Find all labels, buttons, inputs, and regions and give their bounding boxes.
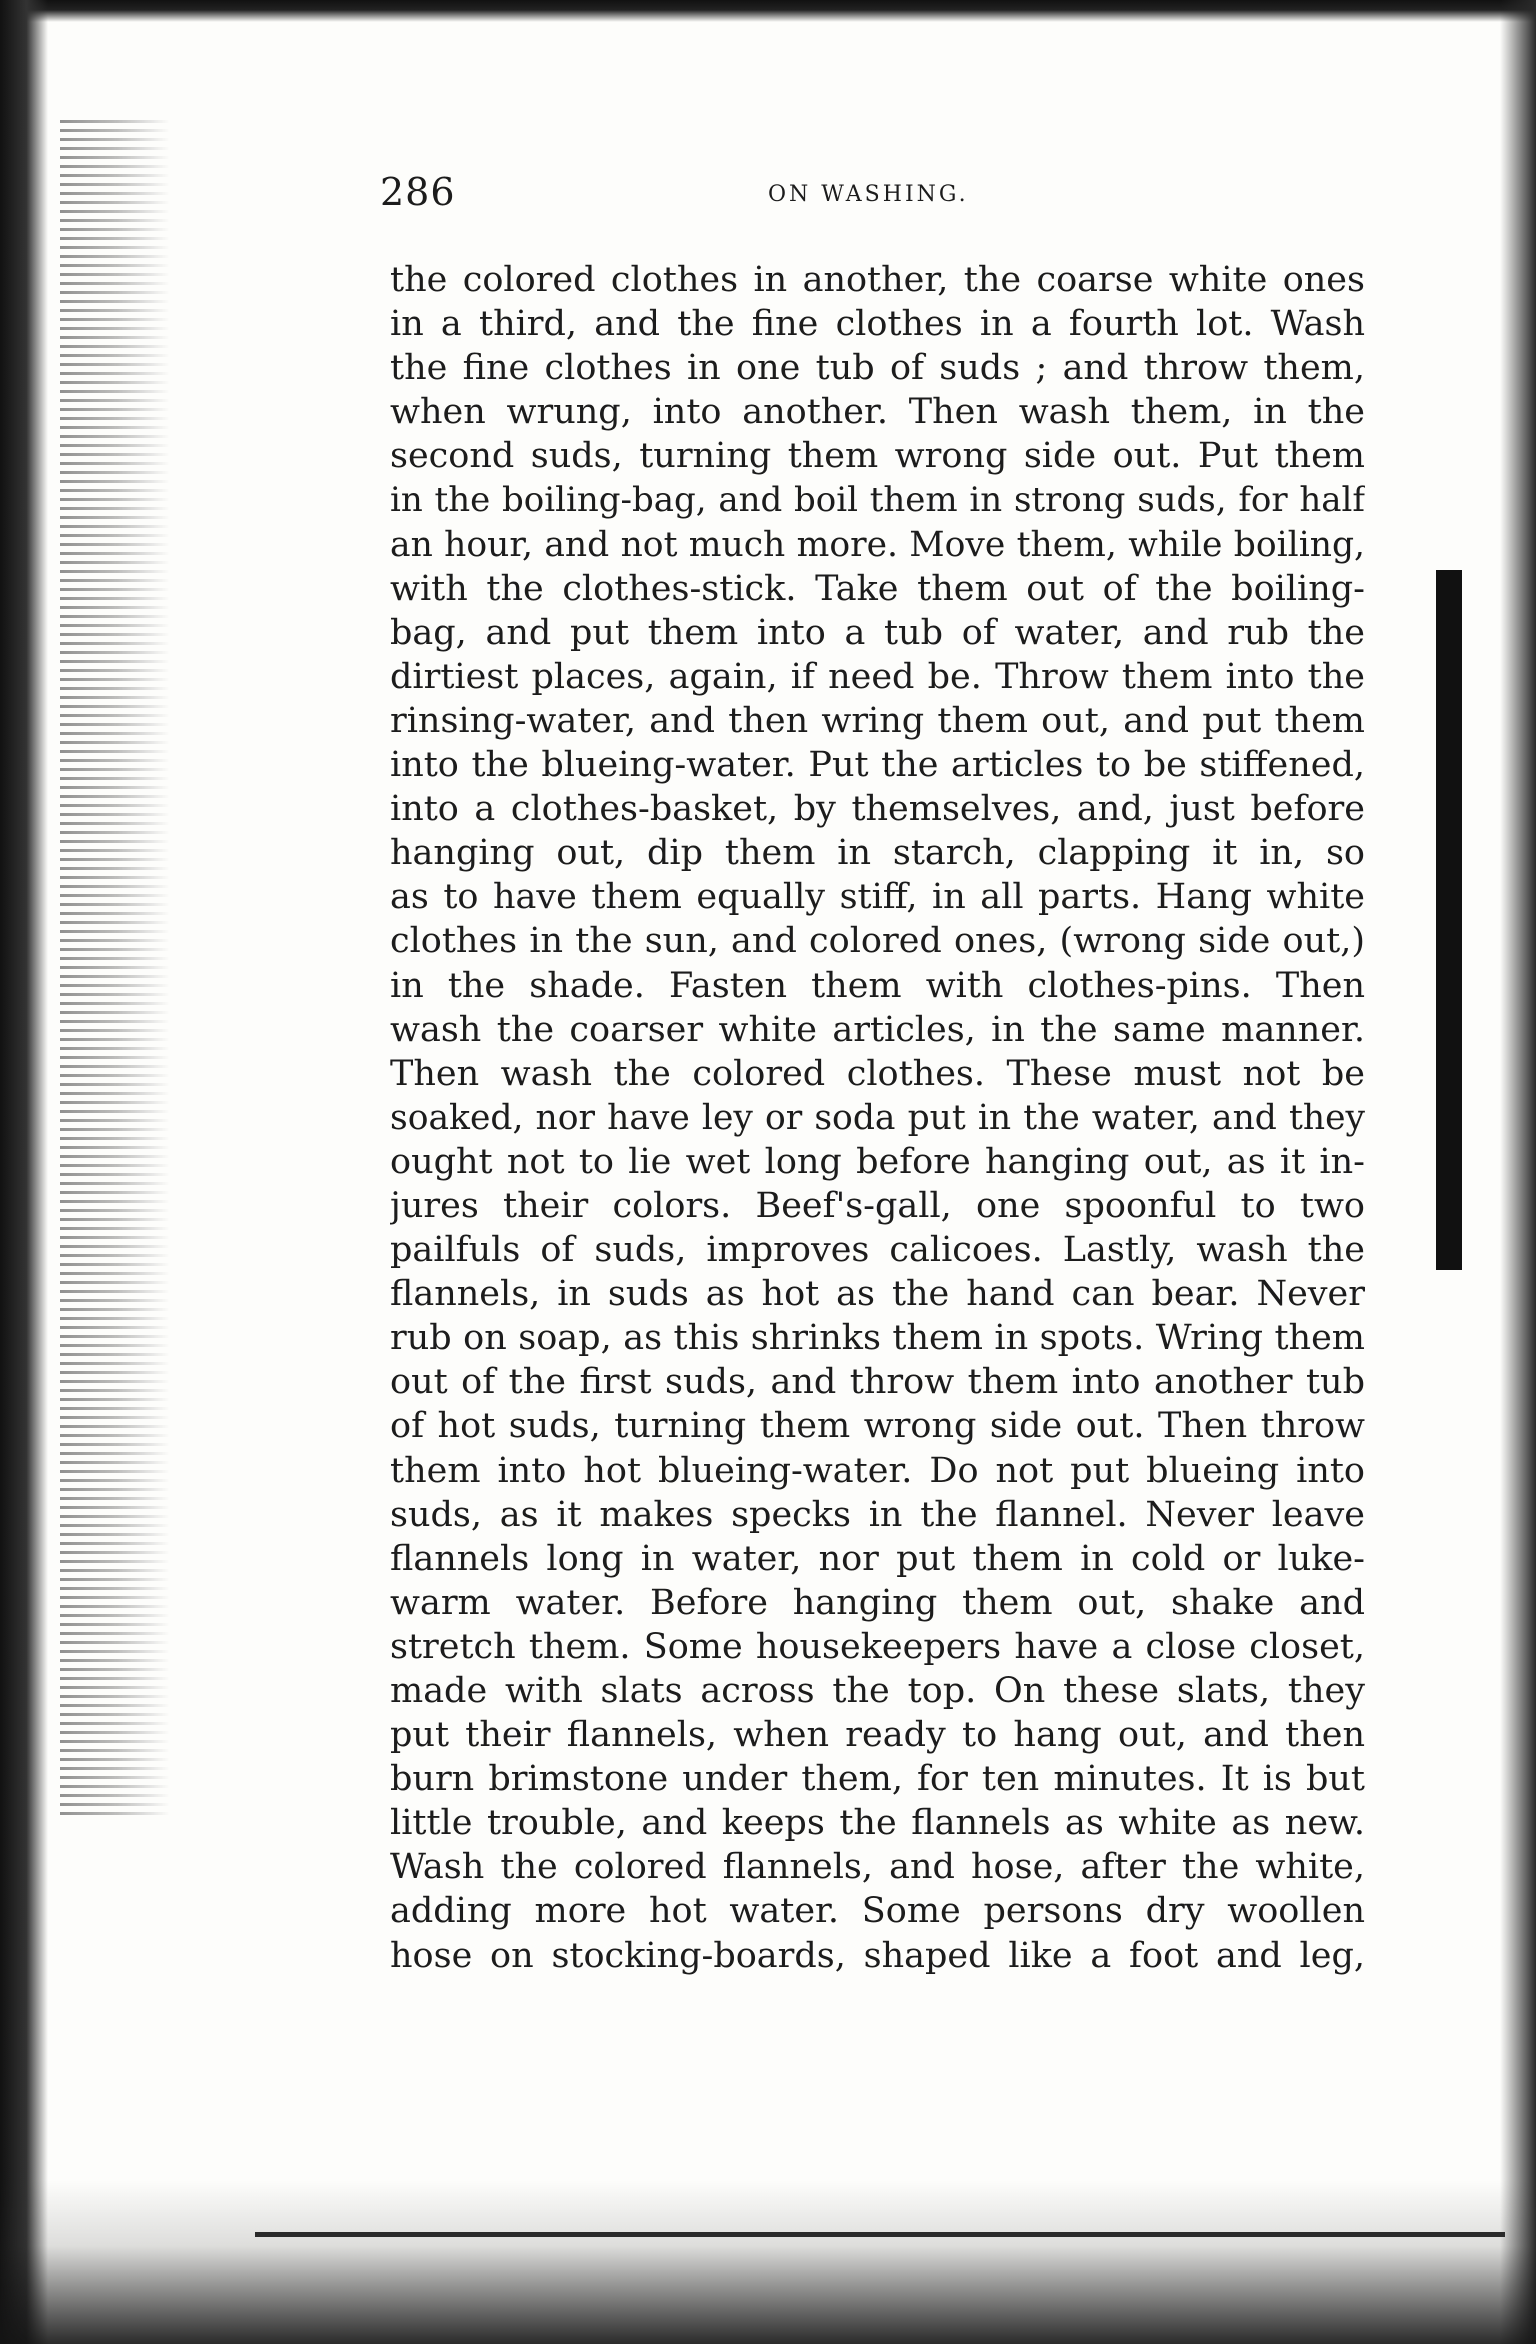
page-number: 286	[380, 170, 456, 214]
text-line: in a third, and the fine clothes in a fourth lot. Wash	[390, 304, 1365, 345]
page-header-title: ON WASHING.	[768, 182, 969, 207]
text-line: into a clothes-basket, by themselves, and, just before	[390, 789, 1365, 830]
text-line: flannels, in suds as hot as the hand can bear. Never	[390, 1274, 1365, 1315]
text-line: the fine clothes in one tub of suds ; and throw them,	[390, 348, 1365, 389]
text-line: clothes in the sun, and colored ones, (wrong side out,)	[390, 921, 1365, 962]
text-line: stretch them. Some housekeepers have a close closet,	[390, 1626, 1365, 1667]
text-line: with the clothes-stick. Take them out of the boiling-	[390, 568, 1365, 609]
text-line: out of the first suds, and throw them into another tub	[390, 1362, 1365, 1403]
text-line: warm water. Before hanging them out, shake and	[390, 1582, 1365, 1623]
text-line: made with slats across the top. On these slats, they	[390, 1671, 1365, 1711]
scan-edge-top	[0, 0, 1536, 22]
text-line: as to have them equally stiff, in all parts. Hang white	[390, 877, 1365, 918]
text-line: an hour, and not much more. Move them, while boiling,	[390, 524, 1365, 565]
body-text	[390, 258, 1365, 1978]
text-line: in the shade. Fasten them with clothes-pins. Then	[390, 965, 1365, 1006]
scan-edge-right	[1500, 0, 1536, 2344]
page-bottom-rule	[255, 2232, 1505, 2237]
text-line: rub on soap, as this shrinks them in spots. Wring them	[390, 1318, 1365, 1359]
text-line: flannels long in water, nor put them in cold or luke-	[390, 1538, 1365, 1579]
scan-edge-left	[0, 0, 48, 2344]
text-line: little trouble, and keeps the flannels as white as new.	[390, 1803, 1365, 1844]
text-line: soaked, nor have ley or soda put in the water, and they	[390, 1097, 1365, 1138]
text-line: hanging out, dip them in starch, clapping it in, so	[390, 833, 1365, 874]
text-line: jures their colors. Beef's-gall, one spoonful to two	[390, 1185, 1365, 1226]
text-line: of hot suds, turning them wrong side out. Then throw	[390, 1406, 1365, 1447]
text-line: when wrung, into another. Then wash them, in the	[390, 392, 1365, 433]
text-line: pailfuls of suds, improves calicoes. Lastly, wash the	[390, 1230, 1365, 1271]
text-line: ought not to lie wet long before hanging out, as it in-	[390, 1141, 1365, 1182]
text-line: second suds, turning them wrong side out. Put them	[390, 436, 1365, 477]
text-line: into the blueing-water. Put the articles to be stiffened,	[390, 745, 1365, 786]
binding-gutter-shadow	[60, 120, 170, 1820]
text-line: Wash the colored flannels, and hose, after the white,	[390, 1847, 1365, 1888]
text-line: put their flannels, when ready to hang out, and then	[390, 1715, 1365, 1756]
text-line: suds, as it makes specks in the flannel. Never leave	[390, 1494, 1365, 1535]
text-line: burn brimstone under them, for ten minutes. It is but	[390, 1759, 1365, 1800]
running-head	[380, 170, 1080, 220]
scan-edge-bottom	[0, 2180, 1536, 2344]
text-line: dirtiest places, again, if need be. Throw them into the	[390, 656, 1365, 697]
text-line: rinsing-water, and then wring them out, and put them	[390, 700, 1365, 741]
text-line: bag, and put them into a tub of water, and rub the	[390, 612, 1365, 653]
text-line: in the boiling-bag, and boil them in strong suds, for half	[390, 480, 1365, 521]
text-line: adding more hot water. Some persons dry woollen	[390, 1891, 1365, 1932]
scan-edge-right-bar	[1436, 570, 1462, 1270]
text-line: hose on stocking-boards, shaped like a foot and leg,	[390, 1935, 1365, 1976]
text-line: them into hot blueing-water. Do not put blueing into	[390, 1450, 1365, 1491]
text-line: wash the coarser white articles, in the same manner.	[390, 1009, 1365, 1050]
text-line: Then wash the colored clothes. These must not be	[390, 1053, 1365, 1094]
text-line: the colored clothes in another, the coarse white ones	[390, 260, 1365, 300]
